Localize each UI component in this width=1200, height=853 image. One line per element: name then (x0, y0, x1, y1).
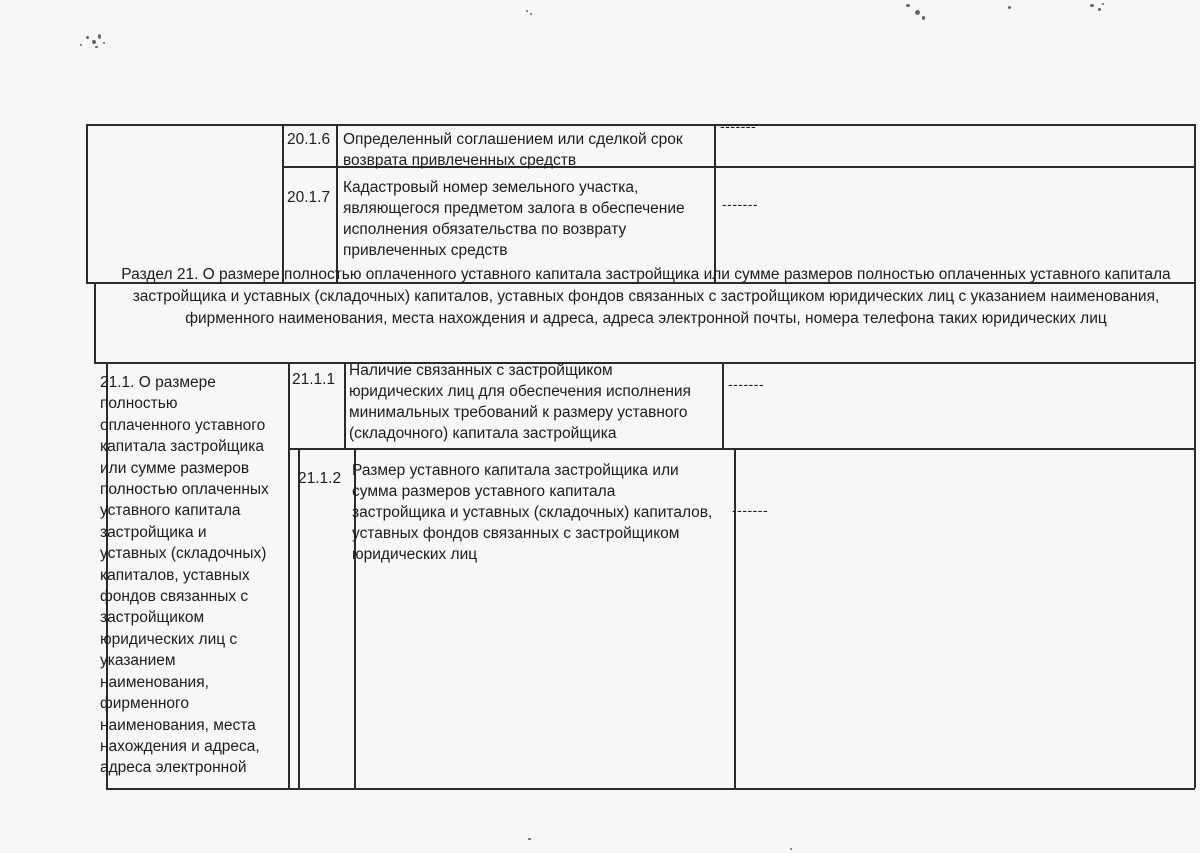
row-value-20-1-6: ------- (720, 118, 757, 134)
row-value-21-1-1: ------- (728, 376, 765, 392)
row-value-21-1-2: ------- (732, 502, 769, 518)
row-text-21-1-2: Размер уставного капитала застройщика или сумма размеров уставного капитала застройщика и уставных (складочных) капиталов, уставных фондов связанных с застройщиком юридических лиц (352, 462, 713, 563)
row-value-20-1-7: ------- (722, 196, 759, 212)
row-text-20-1-6: Определенный соглашением или сделкой срок возврата привлеченных средств (343, 131, 683, 169)
row-code-21-1-1: 21.1.1 (292, 371, 336, 388)
row-text-20-1-7: Кадастровый номер земельного участка, являющегося предметом залога в обеспечение исполнения обязательства по возврату привлеченных средств (343, 179, 685, 259)
row-code-21-1-2: 21.1.2 (298, 470, 342, 487)
section-21-title: Раздел 21. О размере полностью оплаченного уставного капитала застройщика или сумме размеров полностью оплаченных уставного капитала застройщика и уставных (складочных) капиталов, уставных фондов связанных с застройщиком юридических лиц с указанием наименования, фирменного наименования, места нахождения и адреса, адреса электронной почты, номера телефона таких юридических лиц (121, 266, 1171, 327)
row-text-21-1-1: Наличие связанных с застройщиком юридических лиц для обеспечения исполнения минимальных требований к размеру уставного (складочного) капитала застройщика (349, 362, 691, 442)
row-code-20-1-6: 20.1.6 (287, 131, 331, 148)
subsection-21-1-text: 21.1. О размере полностью оплаченного уставного капитала застройщика или сумме размеров полностью оплаченных уставного капитала застройщика и уставных (складочных) капиталов, уставных фондов связанных с застройщиком юридических лиц с указанием наименования, фирменного наименования, места нахождения и адреса, адреса электронной (100, 374, 269, 777)
row-code-20-1-7: 20.1.7 (287, 189, 331, 206)
